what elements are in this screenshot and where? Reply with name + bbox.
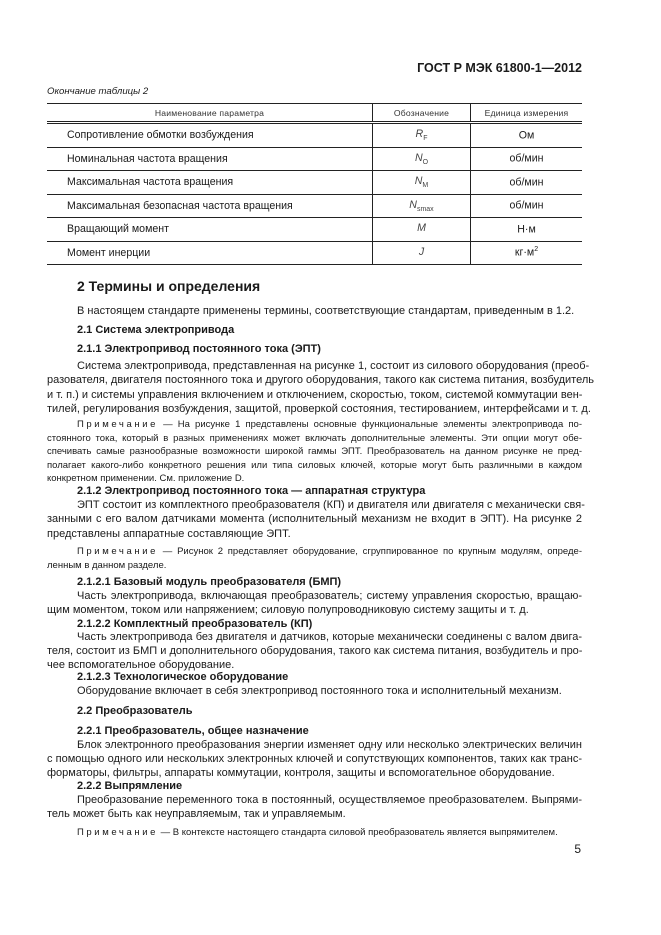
table-row [47, 123, 582, 148]
paragraph-line: представлены аппаратные составляющие ЭПТ. [47, 527, 291, 540]
unit-text: Н·м [517, 223, 536, 236]
table-row [47, 241, 582, 265]
parameter-unit [471, 241, 583, 265]
paragraph-line: с помощью одного или нескольких электронных ключей и сопутствующих компонентов, таких как транс- [47, 753, 582, 765]
note-text: — В контексте настоящего стандарта силовой преобразователь является выпрямителем. [160, 827, 558, 838]
paragraph-line: Часть электропривода, включающая преобразователь; систему управления скоростью, вращаю- [77, 590, 582, 602]
paragraph-line: Система электропривода, представленная на рисунке 1, состоит из силового оборудования (преоб- [77, 360, 590, 372]
table-row [47, 194, 582, 218]
symbol-subscript: O [422, 158, 429, 166]
document-header: ГОСТ Р МЭК 61800-1—2012 [417, 61, 582, 75]
parameter-unit [471, 218, 583, 242]
unit-text: Ом [518, 129, 535, 142]
table-row [47, 218, 582, 242]
symbol-letter: N [414, 151, 423, 164]
paragraph-line: тель может быть как неуправляемым, так и управляемым. [47, 808, 346, 821]
parameters-table [47, 103, 582, 265]
parameter-symbol [373, 241, 471, 265]
note-label: Примечание [77, 827, 158, 838]
subsection-heading-line: 2.1.2.2 Комплектный преобразователь (КП) [77, 618, 313, 630]
symbol-letter: J [418, 245, 425, 258]
note-line: спечивать самые разнообразные возможности широкой гаммы ЭПТ. Преобразователь на данном рисунке не пред- [47, 446, 582, 457]
note-line: стоянного тока, который в разных применениях может включать дополнительные элементы. Эти опции могут обе- [47, 432, 582, 444]
note-text: — Рисунок 2 представляет оборудование, сгруппированное по крупным модулям, опреде- [162, 546, 582, 557]
paragraph-line: разователя, двигателя постоянного тока и другого оборудования, такого как система питания, возбудитель [47, 374, 594, 387]
parameter-unit [471, 123, 583, 148]
note-line [77, 545, 582, 559]
symbol-subscript: M [422, 182, 429, 190]
paragraph-line: Преобразование переменного тока в постоянный, осуществляемое преобразователем. Выпрями- [77, 794, 582, 806]
paragraph-line: Блок электронного преобразования энергии изменяет одну или несколько электрических величин [77, 739, 582, 751]
subsection-heading-line: 2.2.2 Выпрямление [77, 780, 183, 792]
note-line [77, 418, 582, 432]
subsection-heading-line: 2.1.2.1 Базовый модуль преобразователя (БМП) [77, 576, 342, 588]
paragraph-line: щим моментом, током или напряжением; силовую полупроводниковую систему защиты и т. д. [47, 604, 529, 617]
unit-text: об/мин [509, 200, 544, 213]
parameter-symbol [373, 194, 471, 218]
note-line: ленным в данном разделе. [47, 559, 167, 571]
parameter-unit [471, 194, 583, 218]
parameter-name: Номинальная частота вращения [47, 147, 373, 171]
note-label: Примечание [77, 419, 158, 430]
parameter-symbol [373, 171, 471, 195]
unit-text: об/мин [509, 153, 544, 166]
subsection-heading-line: 2.1 Система электропривода [77, 324, 235, 336]
paragraph-line: В настоящем стандарте применены термины, соответствующие стандартам, приведенным в 1.2. [77, 305, 575, 317]
symbol-subscript: smax [416, 205, 434, 213]
column-header-unit: Единица измерения [471, 104, 583, 123]
column-header-symbol: Обозначение [373, 104, 471, 123]
parameter-unit [471, 171, 583, 195]
paragraph-line: и т. п.) и системы управления включением и отключением, скоростью, током, системой коммутации вен- [47, 388, 583, 401]
parameter-name: Максимальная безопасная частота вращения [47, 194, 373, 218]
note-label: Примечание [77, 546, 158, 557]
table-caption: Окончание таблицы 2 [47, 86, 149, 97]
subsection-heading-line: 2.1.2.3 Технологическое оборудование [77, 671, 289, 683]
unit-text: об/мин [509, 176, 544, 189]
symbol-letter: N [414, 175, 423, 188]
paragraph-line: тилей, регулирования возбуждения, защитой, проверкой состояния, тестированием, интерфейсами и т. д. [47, 403, 591, 416]
paragraph-line: занными с его валом датчиками момента (исполнительный механизм не входит в ЭПТ). На рисунке 2 [47, 513, 582, 526]
parameter-unit [471, 147, 583, 171]
note-line [77, 826, 582, 840]
paragraph-line: чее вспомогательное оборудование. [47, 659, 235, 671]
parameter-name: Момент инерции [47, 241, 373, 265]
table-row [47, 147, 582, 171]
parameter-symbol [373, 147, 471, 171]
paragraph-line: форматоры, фильтры, аппараты коммутации, контроля, защиты и вспомогательное оборудование. [47, 767, 555, 779]
note-text: — На рисунке 1 представлены основные функциональные элементы электропривода по- [163, 419, 582, 430]
parameter-name: Вращающий момент [47, 218, 373, 242]
section-heading-line: 2 Термины и определения [77, 278, 261, 294]
parameter-name: Сопротивление обмотки возбуждения [47, 123, 373, 148]
symbol-subscript: F [423, 135, 428, 143]
paragraph-line: Часть электропривода без двигателя и датчиков, которые механически соединены с валом двига- [77, 631, 582, 643]
subsection-heading-line: 2.1.2 Электропривод постоянного тока — аппаратная структура [77, 485, 426, 497]
subsection-heading-line: 2.1.1 Электропривод постоянного тока (ЭПТ) [77, 343, 321, 355]
symbol-letter: M [417, 222, 426, 235]
table-header-row [47, 104, 582, 123]
symbol-letter: N [409, 198, 417, 211]
parameter-symbol [373, 218, 471, 242]
paragraph-line: ЭПТ состоит из комплектного преобразователя (КП) и двигателя или двигателя с механически свя- [77, 499, 585, 511]
paragraph-line: теля, состоит из БМП и дополнительного оборудования, такого как система питания, возбудитель и про- [47, 645, 583, 657]
table-row [47, 171, 582, 195]
parameter-name: Максимальная частота вращения [47, 171, 373, 195]
page-number: 5 [574, 842, 581, 856]
subsection-heading-line: 2.2.1 Преобразователь, общее назначение [77, 725, 309, 737]
note-line: полагает какого-либо конкретного решения или типа силовых ключей, которые могут быть различными в каждом [47, 459, 582, 471]
column-header-name: Наименование параметра [47, 104, 373, 123]
parameter-symbol [373, 123, 471, 148]
unit-superscript: 2 [534, 246, 539, 254]
subsection-heading-line: 2.2 Преобразователь [77, 705, 193, 717]
symbol-letter: R [415, 128, 424, 141]
unit-text: кг·м [514, 247, 535, 260]
paragraph-line: Оборудование включает в себя электропривод постоянного тока и исполнительный механизм. [77, 685, 562, 697]
note-line: конкретном применении. См. приложение D. [47, 473, 245, 484]
